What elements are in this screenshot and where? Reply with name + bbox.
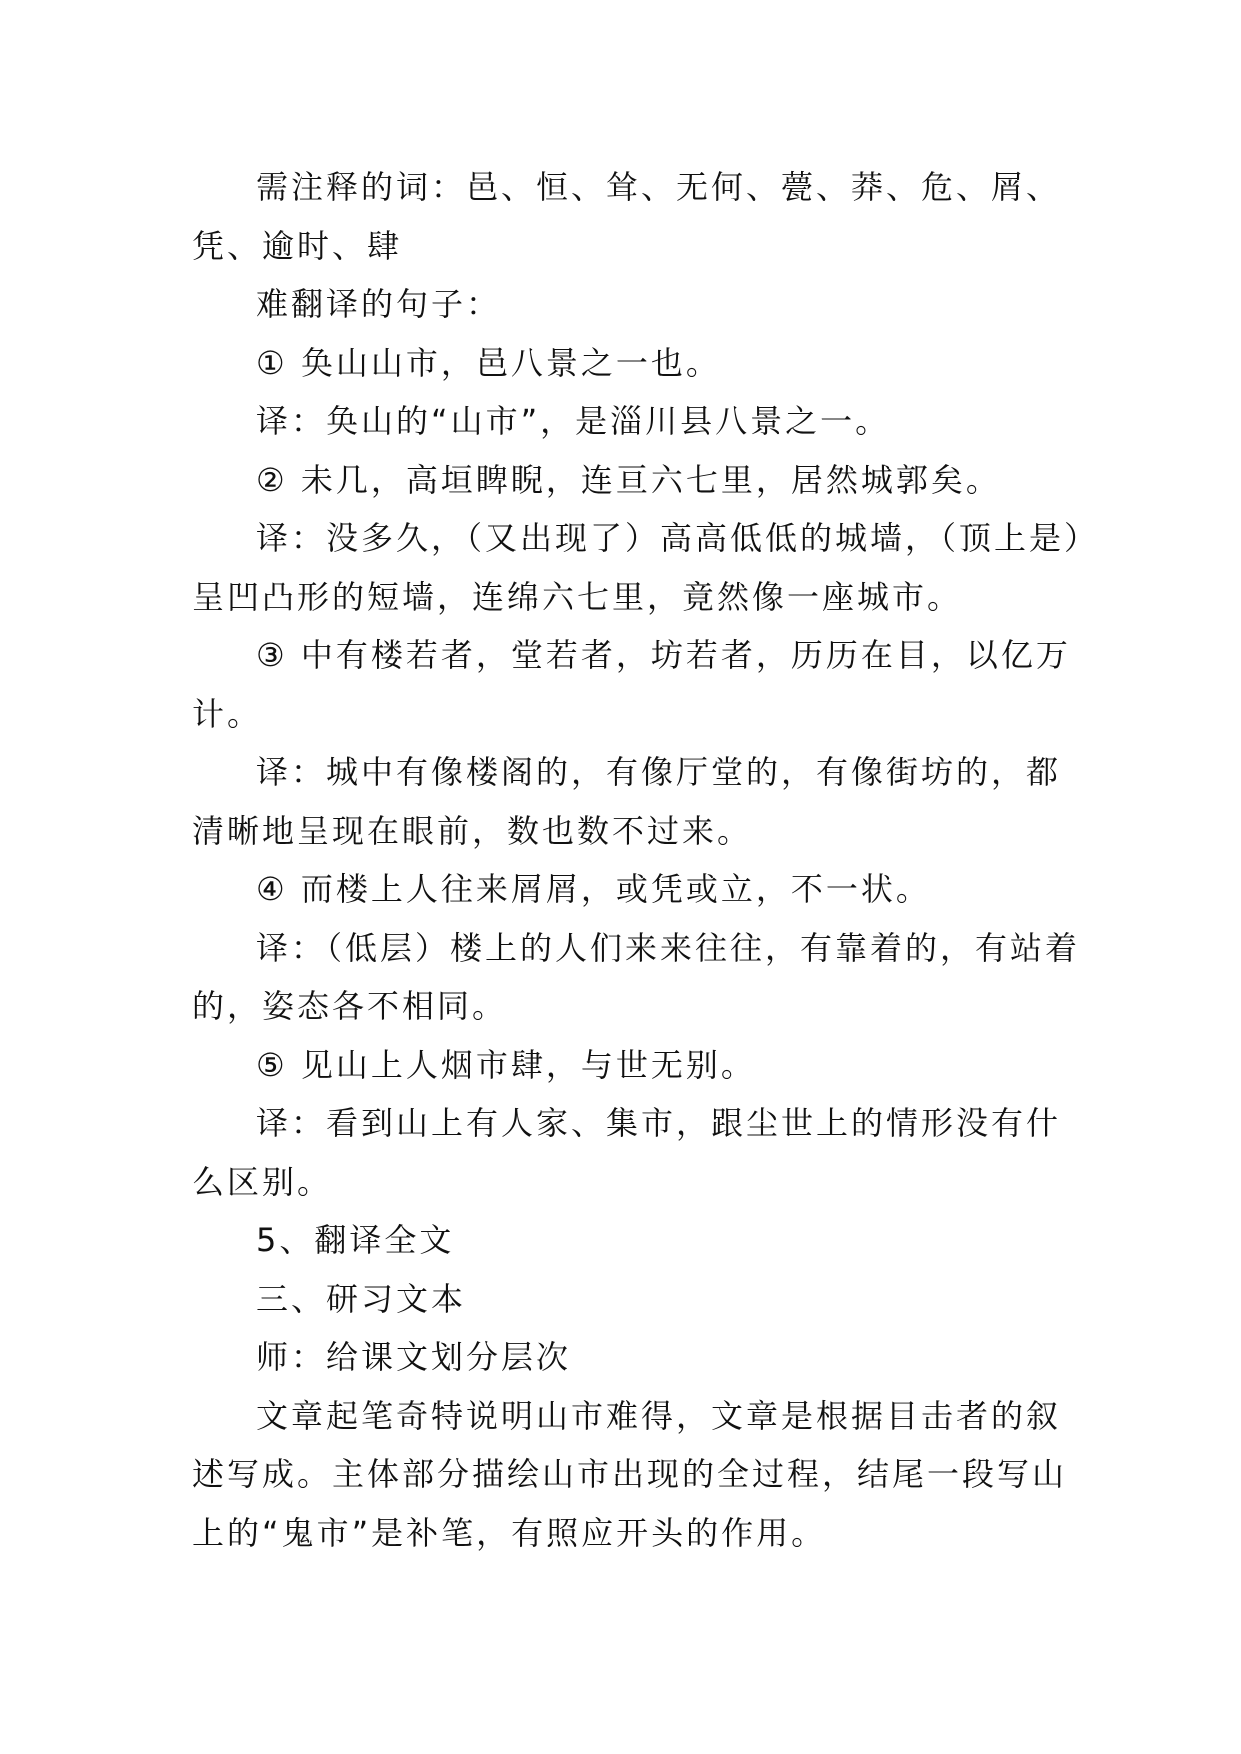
paragraph-sentence-3: ③ 中有楼若者，堂若者，坊若者，历历在目，以亿万计。 bbox=[192, 636, 1071, 733]
section-heading-study-text: 三、研习文本 bbox=[256, 1279, 467, 1318]
paragraph-translation-3: 译：城中有像楼阁的，有像厅堂的，有像街坊的，都清晰地呈现在眼前，数也数不过来。 bbox=[192, 753, 1062, 850]
paragraph-teacher-instruction: 师：给课文划分层次 bbox=[256, 1338, 572, 1376]
paragraph-words-to-annotate: 需注释的词：邑、恒、耸、无何、甍、莽、危、屑、凭、逾时、肆 bbox=[192, 168, 1062, 265]
paragraph-translation-5: 译：看到山上有人家、集市，跟尘世上的情形没有什么区别。 bbox=[192, 1104, 1062, 1201]
paragraph-translation-4: 译：（低层）楼上的人们来来往往，有靠着的，有站着的，姿态各不相同。 bbox=[192, 928, 1081, 1025]
paragraph-translation-1: 译：奂山的“山市”，是淄川县八景之一。 bbox=[256, 402, 891, 440]
paragraph-translation-2: 译：没多久，（又出现了）高高低低的城墙，（顶上是）呈凹凸形的短墙，连绵六七里，竟然像一座城市。 bbox=[192, 519, 1084, 616]
paragraph-sentence-1: ① 奂山山市，邑八景之一也。 bbox=[256, 343, 721, 382]
paragraph-sentence-5: ⑤ 见山上人烟市肆，与世无别。 bbox=[256, 1045, 756, 1084]
paragraph-difficult-sentences-heading: 难翻译的句子： bbox=[256, 285, 502, 323]
paragraph-sentence-4: ④ 而楼上人往来屑屑，或凭或立，不一状。 bbox=[256, 870, 931, 908]
paragraph-structure-analysis: 文章起笔奇特说明山市难得，文章是根据目击者的叙述写成。主体部分描绘山市出现的全过程，结尾一段写山上的“鬼市”是补笔，有照应开头的作用。 bbox=[192, 1396, 1068, 1552]
paragraph-translate-full-text: 5、翻译全文 bbox=[256, 1221, 455, 1259]
paragraph-sentence-2: ② 未几，高垣睥睨，连亘六七里，居然城郭矣。 bbox=[256, 460, 1001, 499]
document-body bbox=[192, 158, 1092, 1562]
